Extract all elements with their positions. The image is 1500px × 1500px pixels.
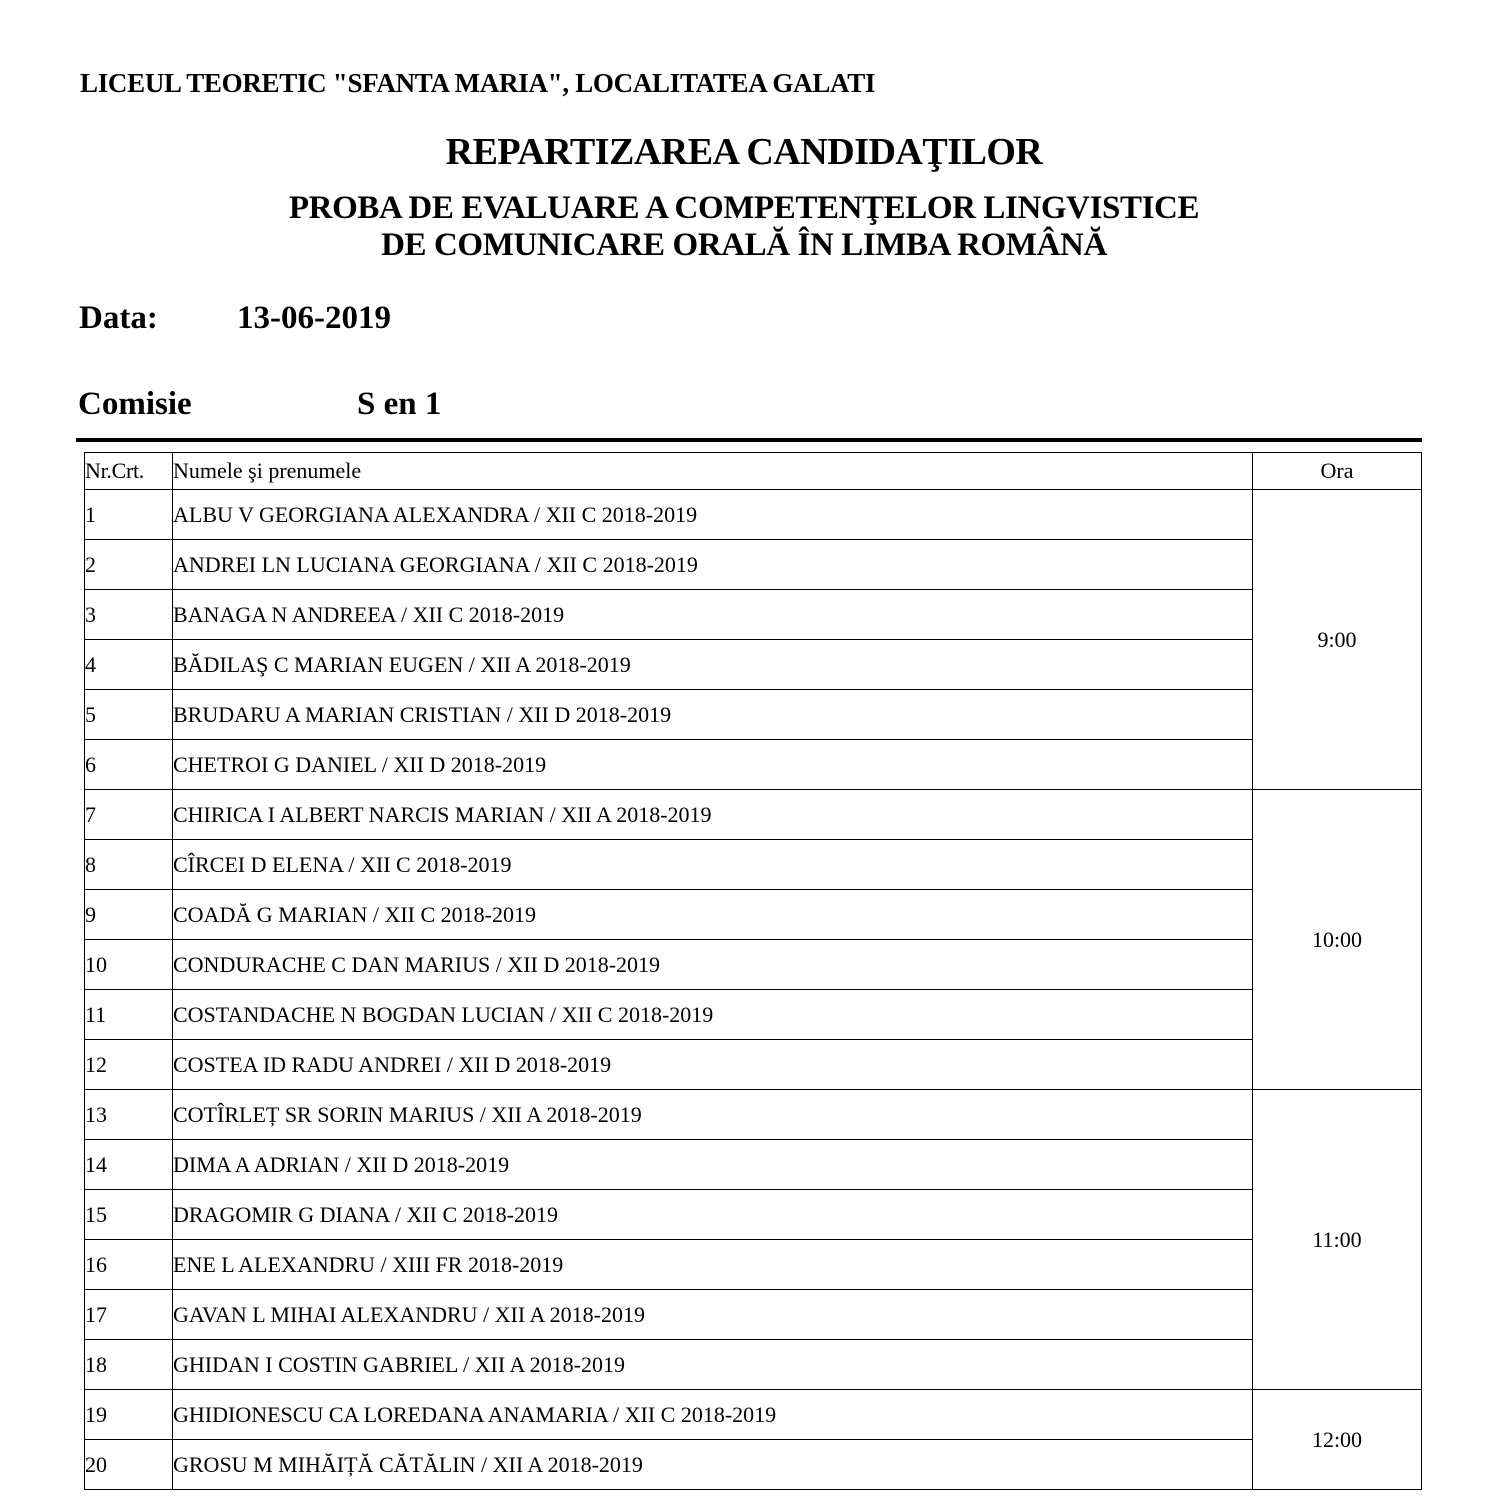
row-number: 2 [85, 540, 173, 590]
candidate-name: COSTEA ID RADU ANDREI / XII D 2018-2019 [173, 1040, 1253, 1090]
table-row [85, 640, 1422, 690]
table-row [85, 1140, 1422, 1190]
candidate-name: BĂDILAŞ C MARIAN EUGEN / XII A 2018-2019 [173, 640, 1253, 690]
candidates-table [84, 452, 1422, 1490]
row-number: 5 [85, 690, 173, 740]
candidate-name: ENE L ALEXANDRU / XIII FR 2018-2019 [173, 1240, 1253, 1290]
table-row [85, 890, 1422, 940]
time-slot: 10:00 [1253, 790, 1422, 1090]
row-number: 7 [85, 790, 173, 840]
candidate-name: CONDURACHE C DAN MARIUS / XII D 2018-2019 [173, 940, 1253, 990]
candidate-name: ANDREI LN LUCIANA GEORGIANA / XII C 2018-2019 [173, 540, 1253, 590]
table-row [85, 490, 1422, 540]
table-row [85, 1240, 1422, 1290]
row-number: 20 [85, 1440, 173, 1490]
column-header-ora: Ora [1253, 453, 1422, 490]
column-header-name: Numele şi prenumele [173, 453, 1253, 490]
candidate-name: COADĂ G MARIAN / XII C 2018-2019 [173, 890, 1253, 940]
row-number: 14 [85, 1140, 173, 1190]
candidate-name: DIMA A ADRIAN / XII D 2018-2019 [173, 1140, 1253, 1190]
candidate-name: CHETROI G DANIEL / XII D 2018-2019 [173, 740, 1253, 790]
row-number: 15 [85, 1190, 173, 1240]
row-number: 18 [85, 1340, 173, 1390]
candidate-name: BRUDARU A MARIAN CRISTIAN / XII D 2018-2019 [173, 690, 1253, 740]
school-name: LICEUL TEORETIC "SFANTA MARIA", LOCALITATEA GALATI [80, 68, 876, 98]
candidate-name: COTÎRLEȚ SR SORIN MARIUS / XII A 2018-2019 [173, 1090, 1253, 1140]
row-number: 3 [85, 590, 173, 640]
table-row [85, 990, 1422, 1040]
table-row [85, 1290, 1422, 1340]
table-row [85, 940, 1422, 990]
row-number: 12 [85, 1040, 173, 1090]
header-divider [76, 438, 1422, 442]
row-number: 1 [85, 490, 173, 540]
row-number: 16 [85, 1240, 173, 1290]
subtitle-line-2: DE COMUNICARE ORALĂ ÎN LIMBA ROMÂNĂ [381, 227, 1107, 263]
table-row [85, 590, 1422, 640]
candidate-name: COSTANDACHE N BOGDAN LUCIAN / XII C 2018-2019 [173, 990, 1253, 1040]
table-row [85, 690, 1422, 740]
document-subtitle [0, 190, 1488, 264]
table-row [85, 840, 1422, 890]
table-row [85, 1040, 1422, 1090]
document-title: REPARTIZAREA CANDIDAŢILOR [445, 131, 1043, 173]
time-slot: 12:00 [1253, 1390, 1422, 1490]
candidate-name: GHIDIONESCU CA LOREDANA ANAMARIA / XII C 2018-2019 [173, 1390, 1253, 1440]
table-row [85, 740, 1422, 790]
row-number: 8 [85, 840, 173, 890]
row-number: 10 [85, 940, 173, 990]
date-value: 13-06-2019 [237, 300, 391, 336]
table-header-row [85, 453, 1422, 490]
candidate-name: GAVAN L MIHAI ALEXANDRU / XII A 2018-2019 [173, 1290, 1253, 1340]
candidate-name: GROSU M MIHĂIȚĂ CĂTĂLIN / XII A 2018-2019 [173, 1440, 1253, 1490]
candidate-name: BANAGA N ANDREEA / XII C 2018-2019 [173, 590, 1253, 640]
table-row [85, 1390, 1422, 1440]
subtitle-line-1: PROBA DE EVALUARE A COMPETENŢELOR LINGVISTICE [288, 190, 1200, 226]
candidate-name: CÎRCEI D ELENA / XII C 2018-2019 [173, 840, 1253, 890]
table-row [85, 790, 1422, 840]
commission-value: S en 1 [357, 386, 442, 422]
row-number: 4 [85, 640, 173, 690]
row-number: 17 [85, 1290, 173, 1340]
table-row [85, 1440, 1422, 1490]
candidate-name: DRAGOMIR G DIANA / XII C 2018-2019 [173, 1190, 1253, 1240]
candidate-name: GHIDAN I COSTIN GABRIEL / XII A 2018-2019 [173, 1340, 1253, 1390]
time-slot: 9:00 [1253, 490, 1422, 790]
row-number: 9 [85, 890, 173, 940]
table-row [85, 540, 1422, 590]
table-body [85, 490, 1422, 1490]
table-row [85, 1340, 1422, 1390]
commission-label: Comisie [78, 386, 192, 422]
table-row [85, 1090, 1422, 1140]
date-label: Data: [79, 300, 158, 336]
candidate-name: ALBU V GEORGIANA ALEXANDRA / XII C 2018-2019 [173, 490, 1253, 540]
table-row [85, 1190, 1422, 1240]
row-number: 13 [85, 1090, 173, 1140]
candidate-name: CHIRICA I ALBERT NARCIS MARIAN / XII A 2018-2019 [173, 790, 1253, 840]
time-slot: 11:00 [1253, 1090, 1422, 1390]
row-number: 11 [85, 990, 173, 1040]
column-header-nr: Nr.Crt. [85, 453, 173, 490]
row-number: 6 [85, 740, 173, 790]
row-number: 19 [85, 1390, 173, 1440]
